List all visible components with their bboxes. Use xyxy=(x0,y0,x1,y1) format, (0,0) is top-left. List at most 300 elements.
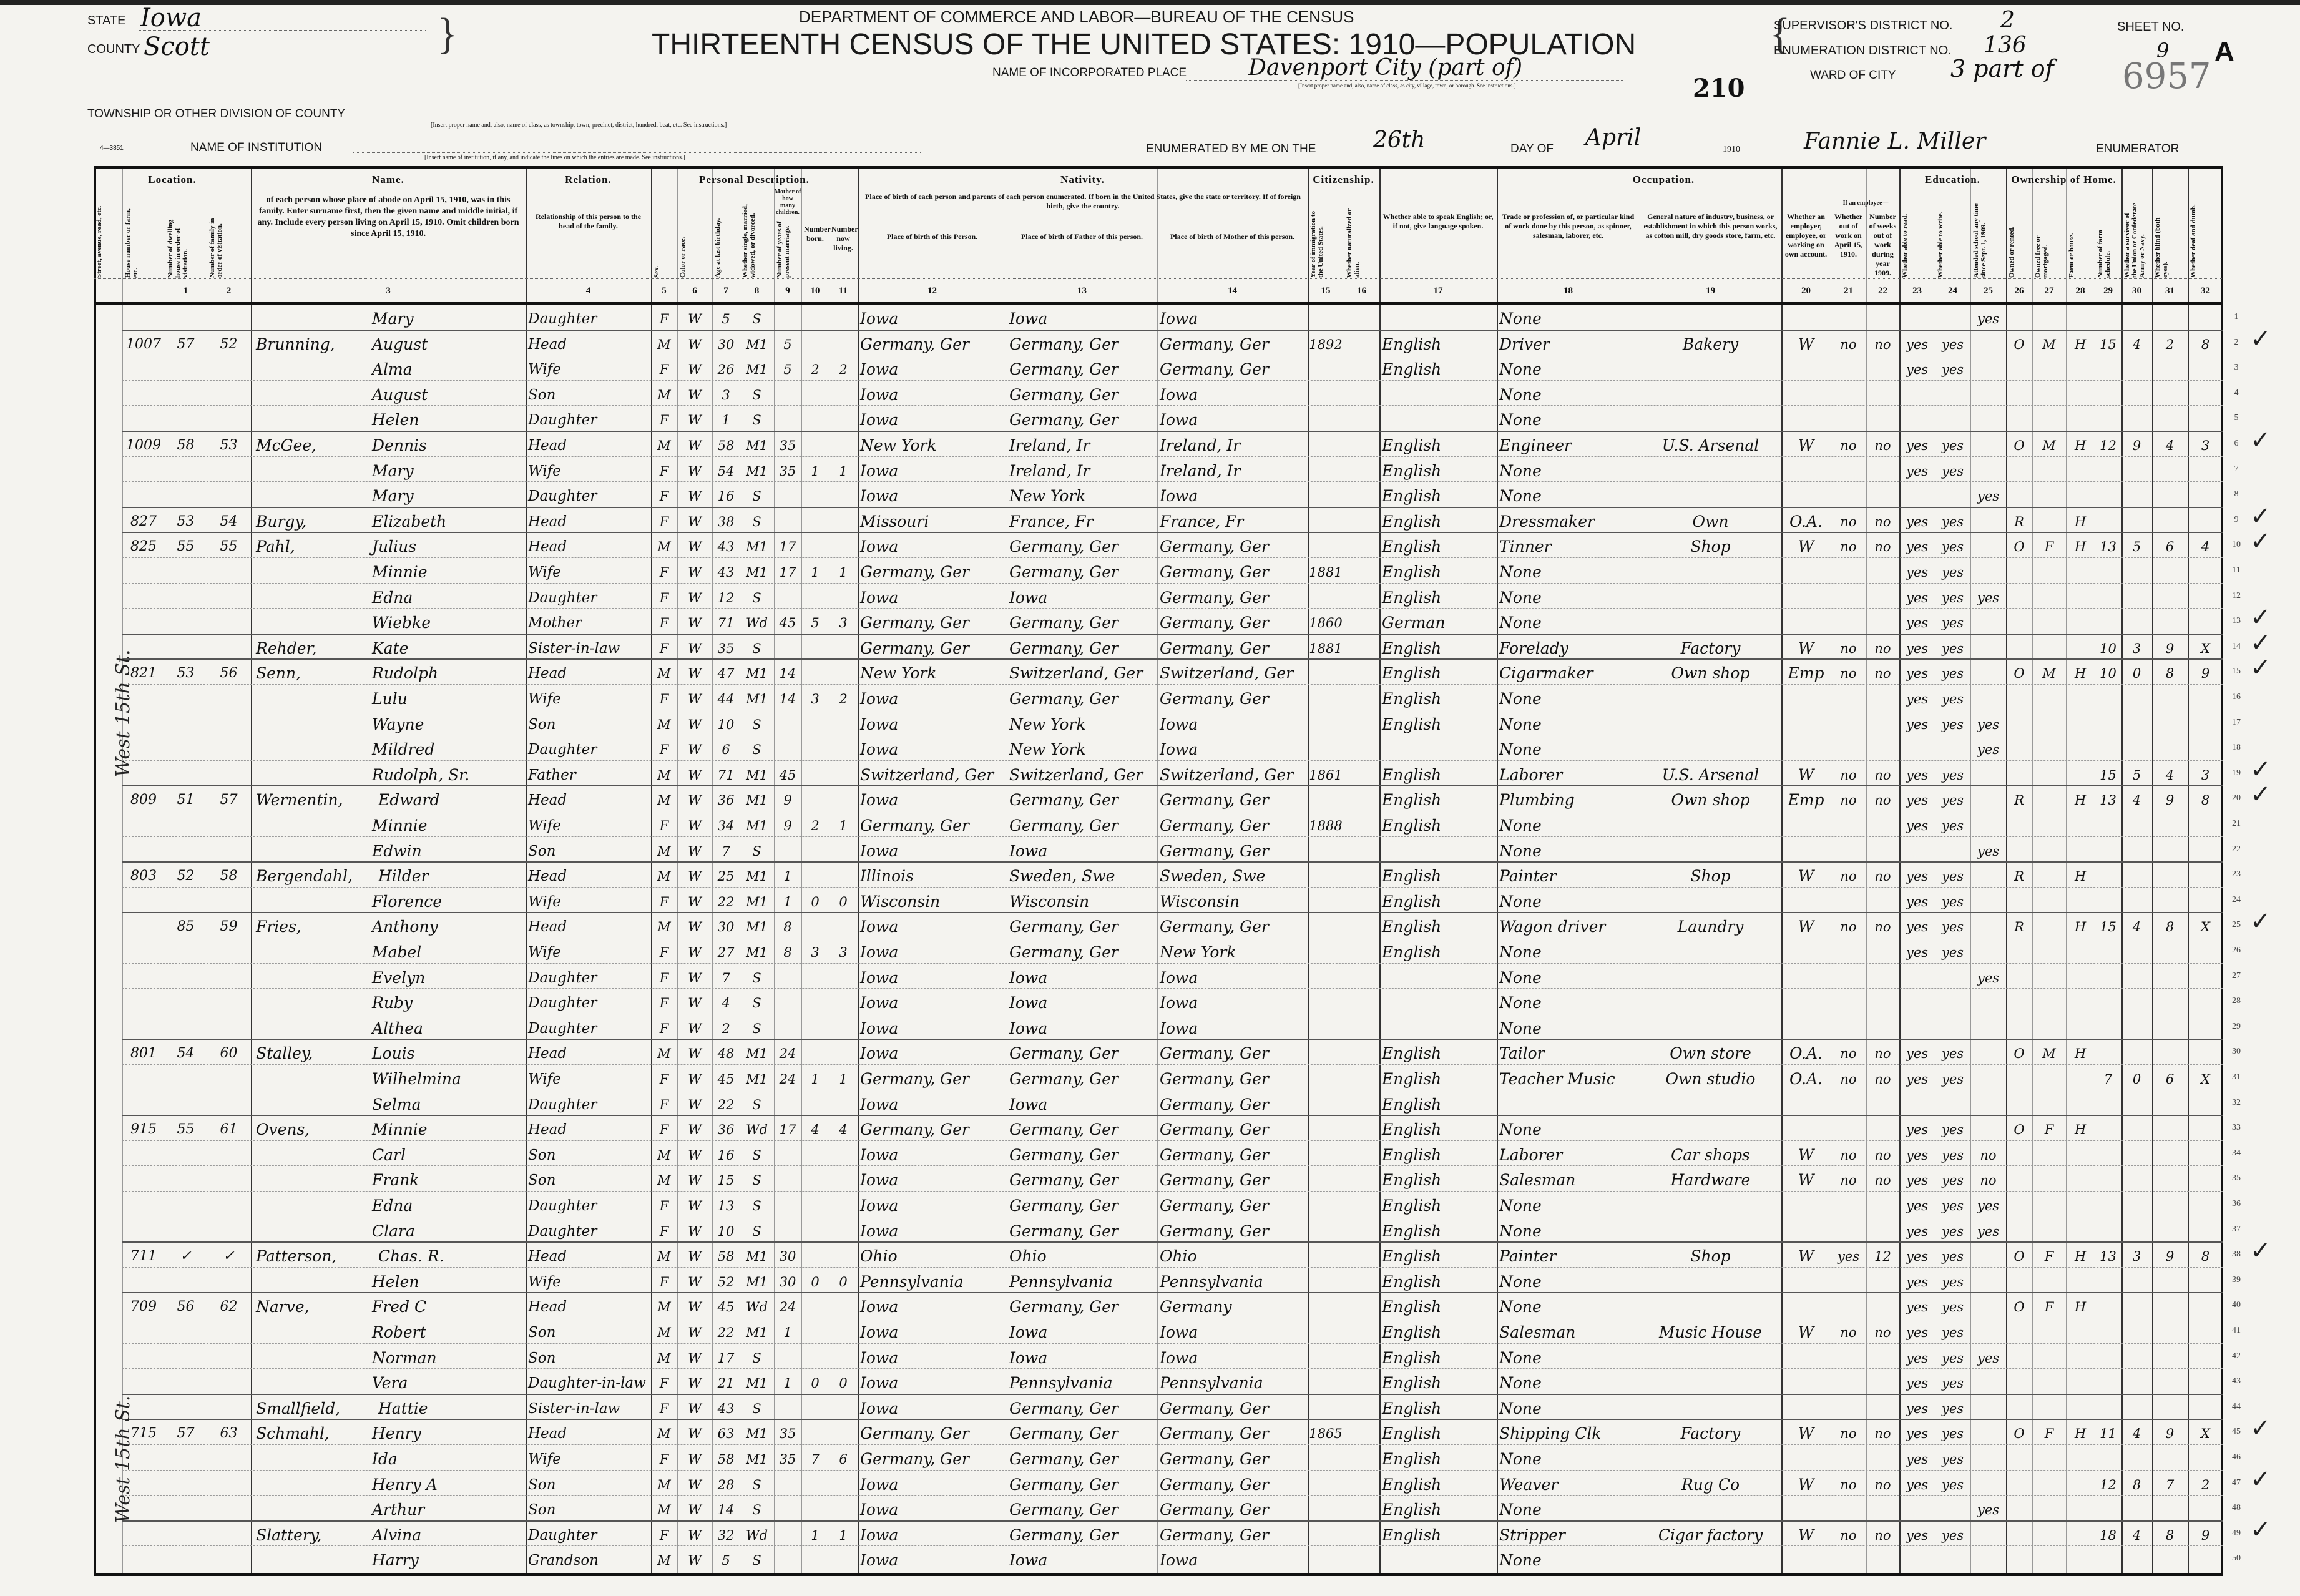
cell-farm-schedule xyxy=(2095,406,2121,431)
cell-children-born xyxy=(801,1192,829,1217)
cell-free-mortgaged xyxy=(2032,685,2066,710)
cell-children-born xyxy=(801,735,829,760)
cell-employer-status: W xyxy=(1798,537,1814,556)
cell-owned-rented xyxy=(2006,888,2032,913)
cell-naturalized xyxy=(1344,735,1379,760)
cell-color: W xyxy=(688,1223,702,1239)
cell-employer-status: W xyxy=(1798,335,1814,353)
supervisor-label: SUPERVISOR'S DISTRICT NO. xyxy=(1774,19,1953,32)
cell-years-married: 17 xyxy=(779,1122,796,1138)
cell-relation: Wife xyxy=(528,361,561,378)
cell-school xyxy=(1970,685,2006,710)
cell-free-mortgaged xyxy=(2032,1471,2066,1496)
check-mark-icon: ✓ xyxy=(2250,908,2271,936)
cell-farm-schedule xyxy=(2095,1394,2121,1419)
cell-family xyxy=(207,1217,251,1242)
column-header-read: Whether able to read. xyxy=(1901,213,1909,278)
cell-relation: Son xyxy=(528,843,556,859)
cell-industry xyxy=(1640,1014,1781,1039)
cell-read: yes xyxy=(1906,615,1929,631)
cell-col32 xyxy=(2188,1369,2223,1394)
cell-father-birthplace: New York xyxy=(1009,487,1086,506)
cell-mother-birthplace: Germany, Ger xyxy=(1160,1450,1269,1468)
cell-employer-status: W xyxy=(1798,765,1814,784)
cell-write xyxy=(1935,837,1970,862)
cell-write: yes xyxy=(1941,640,1964,656)
cell-language: English xyxy=(1382,918,1442,936)
cell-industry: Factory xyxy=(1680,1424,1741,1443)
cell-relation: Wife xyxy=(528,691,561,707)
cell-free-mortgaged xyxy=(2032,735,2066,760)
cell-farm-schedule xyxy=(2095,1318,2121,1343)
cell-age: 10 xyxy=(717,717,735,732)
cell-birthplace: New York xyxy=(860,664,937,683)
cell-color: W xyxy=(688,970,702,986)
cell-sex: M xyxy=(657,1426,671,1442)
cell-write xyxy=(1935,1014,1970,1039)
cell-house: 1007 xyxy=(126,336,161,352)
cell-father-birthplace: France, Fr xyxy=(1009,512,1094,531)
cell-years-married xyxy=(774,1394,801,1419)
cell-immigration-year xyxy=(1308,837,1344,862)
cell-read: yes xyxy=(1906,1046,1929,1062)
cell-employer-status xyxy=(1781,710,1831,735)
column-header-naturalized: Whether naturalized or alien. xyxy=(1346,208,1361,278)
cell-immigration-year xyxy=(1308,659,1344,684)
cell-children-living xyxy=(829,1141,858,1166)
cell-color: W xyxy=(688,1527,702,1543)
cell-trade: None xyxy=(1499,310,1542,328)
cell-family: 58 xyxy=(220,868,238,884)
cell-col32 xyxy=(2188,1496,2223,1520)
cell-immigration-year xyxy=(1308,888,1344,913)
cell-read xyxy=(1899,1090,1935,1115)
cell-sex: F xyxy=(659,590,669,605)
cell-children-living xyxy=(829,1394,858,1419)
cell-marital: S xyxy=(752,1198,761,1213)
cell-years-married xyxy=(774,305,801,330)
cell-write: yes xyxy=(1941,1300,1964,1315)
cell-family xyxy=(207,888,251,913)
column-number: 31 xyxy=(2165,286,2175,296)
cell-col30 xyxy=(2121,964,2152,989)
cell-color: W xyxy=(688,438,702,453)
cell-immigration-year: 1865 xyxy=(1309,1426,1343,1442)
cell-naturalized xyxy=(1344,457,1379,482)
cell-years-married xyxy=(774,1496,801,1520)
cell-school xyxy=(1970,989,2006,1014)
cell-weeks-out: no xyxy=(1874,793,1891,808)
cell-children-born xyxy=(801,837,829,862)
cell-mother-birthplace: Germany, Ger xyxy=(1160,791,1269,810)
column-header-family: Number of family in order of visitation. xyxy=(208,218,223,278)
cell-mother-birthplace: Iowa xyxy=(1160,487,1198,506)
cell-street xyxy=(94,1141,122,1166)
cell-mother-birthplace: Germany, Ger xyxy=(1160,1095,1269,1114)
cell-street xyxy=(94,862,122,887)
cell-weeks-out: no xyxy=(1874,1325,1891,1340)
cell-free-mortgaged: F xyxy=(2044,1426,2054,1442)
cell-language xyxy=(1379,964,1497,989)
cell-age: 47 xyxy=(717,666,735,682)
cell-father-birthplace: Germany, Ger xyxy=(1009,816,1118,835)
cell-mother-birthplace: Iowa xyxy=(1160,385,1198,404)
cell-sex: M xyxy=(657,1249,671,1265)
cell-weeks-out xyxy=(1866,710,1899,735)
cell-free-mortgaged xyxy=(2032,1192,2066,1217)
cell-mother-birthplace: Iowa xyxy=(1160,994,1198,1012)
cell-relation: Head xyxy=(528,868,567,885)
cell-children-born: 0 xyxy=(811,1274,820,1290)
cell-employer-status xyxy=(1781,558,1831,583)
cell-out-of-work xyxy=(1831,482,1866,507)
cell-years-married: 8 xyxy=(783,945,792,960)
cell-trade: None xyxy=(1499,1399,1542,1417)
cell-father-birthplace: Ireland, Ir xyxy=(1009,436,1090,454)
cell-given-name: Edna xyxy=(372,588,413,607)
cell-age: 5 xyxy=(722,1553,730,1569)
cell-house xyxy=(122,1217,165,1242)
cell-birthplace: Germany, Ger xyxy=(860,1450,969,1468)
cell-marital: M1 xyxy=(746,362,768,378)
column-number: 16 xyxy=(1357,286,1366,296)
cell-sex: F xyxy=(659,463,669,479)
cell-owned-rented xyxy=(2006,837,2032,862)
cell-write: yes xyxy=(1941,793,1964,808)
cell-out-of-work: no xyxy=(1840,869,1857,884)
cell-farm-house xyxy=(2066,1344,2095,1369)
cell-read: yes xyxy=(1906,919,1929,935)
cell-age: 48 xyxy=(717,1046,735,1062)
cell-family xyxy=(207,634,251,659)
cell-street xyxy=(94,1217,122,1242)
cell-house xyxy=(122,1268,165,1293)
cell-surname: Pahl, xyxy=(256,537,295,556)
cell-surname xyxy=(253,457,372,482)
cell-trade: Driver xyxy=(1499,335,1550,353)
cell-naturalized xyxy=(1344,1471,1379,1496)
cell-marital: M1 xyxy=(746,1426,768,1442)
cell-mother-birthplace: Iowa xyxy=(1160,1551,1198,1570)
cell-marital: S xyxy=(752,590,761,605)
bracket: } xyxy=(437,10,458,58)
cell-immigration-year xyxy=(1308,381,1344,406)
cell-father-birthplace: Germany, Ger xyxy=(1009,335,1118,353)
cell-farm-house: H xyxy=(2074,666,2087,682)
cell-relation: Daughter xyxy=(528,995,597,1012)
cell-employer-status xyxy=(1781,1268,1831,1293)
cell-naturalized xyxy=(1344,330,1379,355)
cell-sex: M xyxy=(657,1173,671,1188)
cell-years-married xyxy=(774,1014,801,1039)
cell-col30 xyxy=(2121,1369,2152,1394)
cell-father-birthplace: Iowa xyxy=(1009,994,1048,1012)
cell-read: yes xyxy=(1906,1350,1929,1366)
cell-color: W xyxy=(688,514,702,529)
cell-children-living: 1 xyxy=(839,565,848,580)
cell-naturalized xyxy=(1344,1065,1379,1090)
cell-surname xyxy=(253,1166,372,1191)
cell-house xyxy=(122,1344,165,1369)
cell-marital: S xyxy=(752,970,761,986)
cell-language: English xyxy=(1382,816,1442,835)
cell-given-name: Rudolph, Sr. xyxy=(372,765,470,784)
line-number: 41 xyxy=(2232,1326,2241,1335)
column-number: 20 xyxy=(1801,286,1811,296)
cell-relation: Sister-in-law xyxy=(528,1400,620,1417)
cell-relation: Wife xyxy=(528,893,561,910)
cell-owned-rented: R xyxy=(2014,919,2024,935)
institution-note: [Insert name of institution, if any, and indicate the lines on which the entries are made. See instructions.] xyxy=(424,154,685,161)
cell-school xyxy=(1970,355,2006,380)
cell-language xyxy=(1379,381,1497,406)
cell-weeks-out xyxy=(1866,1369,1899,1394)
check-mark-icon: ✓ xyxy=(2250,1237,2271,1265)
cell-sex: M xyxy=(657,1046,671,1062)
cell-col31 xyxy=(2152,1217,2188,1242)
cell-out-of-work: no xyxy=(1840,1527,1857,1543)
cell-read: yes xyxy=(1906,336,1929,352)
cell-school: no xyxy=(1980,1147,1997,1163)
cell-dwelling: 55 xyxy=(177,1122,195,1138)
column-header-write: Whether able to write. xyxy=(1937,212,1944,278)
cell-trade: Engineer xyxy=(1499,436,1572,454)
cell-birthplace: Missouri xyxy=(860,512,929,531)
cell-marital: S xyxy=(752,311,761,326)
cell-owned-rented xyxy=(2006,685,2032,710)
cell-marital: S xyxy=(752,489,761,504)
cell-write: yes xyxy=(1941,565,1964,580)
column-number: 17 xyxy=(1433,286,1443,296)
cell-relation: Wife xyxy=(528,463,561,479)
cell-children-living xyxy=(829,1166,858,1191)
cell-age: 6 xyxy=(722,742,730,758)
cell-age: 2 xyxy=(722,1021,730,1036)
cell-owned-rented xyxy=(2006,1445,2032,1470)
cell-farm-schedule xyxy=(2095,735,2121,760)
year: 1910 xyxy=(1723,145,1740,154)
cell-given-name: Helen xyxy=(372,1272,419,1291)
column-header-mother-birthplace: Place of birth of Mother of this person. xyxy=(1170,232,1295,241)
cell-out-of-work: no xyxy=(1840,1173,1857,1188)
cell-language: English xyxy=(1382,1145,1442,1164)
cell-weeks-out xyxy=(1866,1445,1899,1470)
cell-house: 801 xyxy=(130,1045,157,1062)
line-number: 17 xyxy=(2232,717,2241,727)
cell-marital: Wd xyxy=(745,615,768,631)
cell-col31: 9 xyxy=(2165,793,2175,808)
cell-farm-schedule xyxy=(2095,609,2121,634)
column-group-1: Name. xyxy=(372,174,404,185)
cell-naturalized xyxy=(1344,584,1379,609)
cell-years-married: 35 xyxy=(779,1426,796,1442)
cell-write: yes xyxy=(1941,692,1964,707)
cell-house xyxy=(122,584,165,609)
cell-surname: Slattery, xyxy=(256,1525,322,1544)
cell-mother-birthplace: Iowa xyxy=(1160,310,1198,328)
line-number: 39 xyxy=(2232,1275,2241,1285)
cell-out-of-work xyxy=(1831,1344,1866,1369)
cell-immigration-year xyxy=(1308,507,1344,532)
cell-family xyxy=(207,584,251,609)
margin-note-street: West 15th St. xyxy=(112,1395,134,1523)
cell-given-name: Hattie xyxy=(378,1399,428,1417)
cell-free-mortgaged xyxy=(2032,938,2066,963)
cell-col31 xyxy=(2152,482,2188,507)
cell-children-living xyxy=(829,482,858,507)
line-number: 46 xyxy=(2232,1452,2241,1462)
cell-surname: Narve, xyxy=(256,1298,310,1316)
cell-out-of-work xyxy=(1831,1090,1866,1115)
cell-surname: Patterson, xyxy=(256,1247,337,1266)
cell-trade: None xyxy=(1499,1221,1542,1240)
cell-sex: M xyxy=(657,717,671,732)
cell-relation: Daughter xyxy=(528,1223,597,1240)
cell-years-married: 17 xyxy=(779,539,796,555)
cell-birthplace: Iowa xyxy=(860,1145,899,1164)
column-number: 11 xyxy=(838,286,848,296)
cell-street xyxy=(94,558,122,583)
cell-father-birthplace: Germany, Ger xyxy=(1009,1298,1118,1316)
cell-surname xyxy=(253,1445,372,1470)
cell-family xyxy=(207,355,251,380)
cell-birthplace: Iowa xyxy=(860,1095,899,1114)
cell-immigration-year: 1892 xyxy=(1309,336,1343,352)
cell-dwelling: 56 xyxy=(177,1299,195,1315)
cell-color: W xyxy=(688,1046,702,1062)
column-header-farm-house: Farm or house. xyxy=(2068,233,2075,278)
cell-employer-status xyxy=(1781,1192,1831,1217)
cell-immigration-year xyxy=(1308,1394,1344,1419)
cell-children-living xyxy=(829,305,858,330)
line-number: 21 xyxy=(2232,819,2241,828)
cell-given-name: Alvina xyxy=(372,1525,422,1544)
cell-col32: X xyxy=(2201,640,2210,656)
cell-free-mortgaged xyxy=(2032,406,2066,431)
cell-read: yes xyxy=(1906,1477,1929,1492)
cell-immigration-year xyxy=(1308,938,1344,963)
cell-mother-birthplace: Switzerland, Ger xyxy=(1160,664,1294,683)
cell-marital: S xyxy=(752,1021,761,1036)
cell-school: yes xyxy=(1977,1350,2000,1366)
cell-employer-status xyxy=(1781,989,1831,1014)
cell-mother-birthplace: Germany, Ger xyxy=(1160,690,1269,708)
cell-immigration-year xyxy=(1308,735,1344,760)
cell-farm-schedule xyxy=(2095,355,2121,380)
cell-owned-rented: O xyxy=(2014,666,2025,682)
cell-weeks-out xyxy=(1866,457,1899,482)
cell-relation: Daughter xyxy=(528,969,597,986)
cell-mother-birthplace: Ohio xyxy=(1160,1247,1197,1266)
cell-sex: F xyxy=(659,970,669,986)
cell-street xyxy=(94,1521,122,1546)
cell-read: yes xyxy=(1906,514,1929,529)
cell-write: yes xyxy=(1941,463,1964,479)
cell-read: yes xyxy=(1906,1173,1929,1188)
line-number: 18 xyxy=(2232,743,2241,753)
cell-relation: Head xyxy=(528,1045,567,1062)
cell-street xyxy=(94,1065,122,1090)
cell-read: yes xyxy=(1906,565,1929,580)
cell-children-living: 4 xyxy=(839,1122,848,1138)
cell-birthplace: Iowa xyxy=(860,1475,899,1494)
line-number: 27 xyxy=(2232,971,2241,981)
cell-relation: Head xyxy=(528,1426,567,1442)
cell-naturalized xyxy=(1344,1090,1379,1115)
cell-col30 xyxy=(2121,406,2152,431)
cell-col32 xyxy=(2188,811,2223,836)
cell-sex: M xyxy=(657,666,671,682)
cell-children-born: 0 xyxy=(811,894,820,909)
cell-naturalized xyxy=(1344,1496,1379,1520)
cell-school: yes xyxy=(1977,843,2000,859)
cell-farm-schedule: 18 xyxy=(2100,1527,2116,1543)
cell-marital: M1 xyxy=(746,1249,768,1265)
cell-sex: F xyxy=(659,489,669,504)
cell-mother-birthplace: Germany, Ger xyxy=(1160,614,1269,632)
cell-naturalized xyxy=(1344,507,1379,532)
cell-immigration-year xyxy=(1308,482,1344,507)
cell-mother-birthplace: Germany, Ger xyxy=(1160,1424,1269,1443)
sheet-value: 9 xyxy=(2156,39,2170,62)
cell-farm-house xyxy=(2066,1318,2095,1343)
cell-farm-schedule xyxy=(2095,710,2121,735)
cell-dwelling: 51 xyxy=(177,792,195,808)
cell-father-birthplace: Pennsylvania xyxy=(1009,1272,1113,1291)
line-number: 9 xyxy=(2234,514,2239,524)
cell-children-born xyxy=(801,482,829,507)
cell-street xyxy=(94,305,122,330)
cell-col32 xyxy=(2188,888,2223,913)
cell-color: W xyxy=(688,818,702,833)
cell-naturalized xyxy=(1344,761,1379,786)
cell-immigration-year xyxy=(1308,1445,1344,1470)
cell-color: W xyxy=(688,945,702,960)
cell-out-of-work xyxy=(1831,685,1866,710)
cell-industry xyxy=(1640,1496,1781,1520)
column-header-age: Age at last birthday. xyxy=(714,218,722,278)
cell-naturalized xyxy=(1344,989,1379,1014)
cell-col32 xyxy=(2188,964,2223,989)
cell-col32 xyxy=(2188,1445,2223,1470)
cell-immigration-year xyxy=(1308,1521,1344,1546)
cell-language: English xyxy=(1382,335,1442,353)
cell-employer-status: W xyxy=(1798,918,1814,936)
cell-employer-status xyxy=(1781,1394,1831,1419)
cell-sex: F xyxy=(659,1527,669,1543)
cell-birthplace: Iowa xyxy=(860,1374,899,1393)
cell-children-living xyxy=(829,1293,858,1318)
cell-industry xyxy=(1640,558,1781,583)
cell-family xyxy=(207,558,251,583)
cell-free-mortgaged xyxy=(2032,964,2066,989)
cell-farm-schedule xyxy=(2095,1293,2121,1318)
cell-industry: Own xyxy=(1692,512,1729,531)
cell-color: W xyxy=(688,996,702,1011)
cell-read xyxy=(1899,406,1935,431)
cell-birthplace: Iowa xyxy=(860,1399,899,1417)
cell-language: English xyxy=(1382,1450,1442,1468)
cell-read: yes xyxy=(1906,1376,1929,1391)
cell-farm-house xyxy=(2066,1369,2095,1394)
cell-farm-house xyxy=(2066,355,2095,380)
cell-immigration-year xyxy=(1308,1115,1344,1140)
cell-color: W xyxy=(688,413,702,428)
cell-col32: 3 xyxy=(2201,767,2210,783)
cell-children-born xyxy=(801,1419,829,1444)
cell-age: 58 xyxy=(717,1452,735,1467)
cell-children-born: 1 xyxy=(811,463,820,479)
